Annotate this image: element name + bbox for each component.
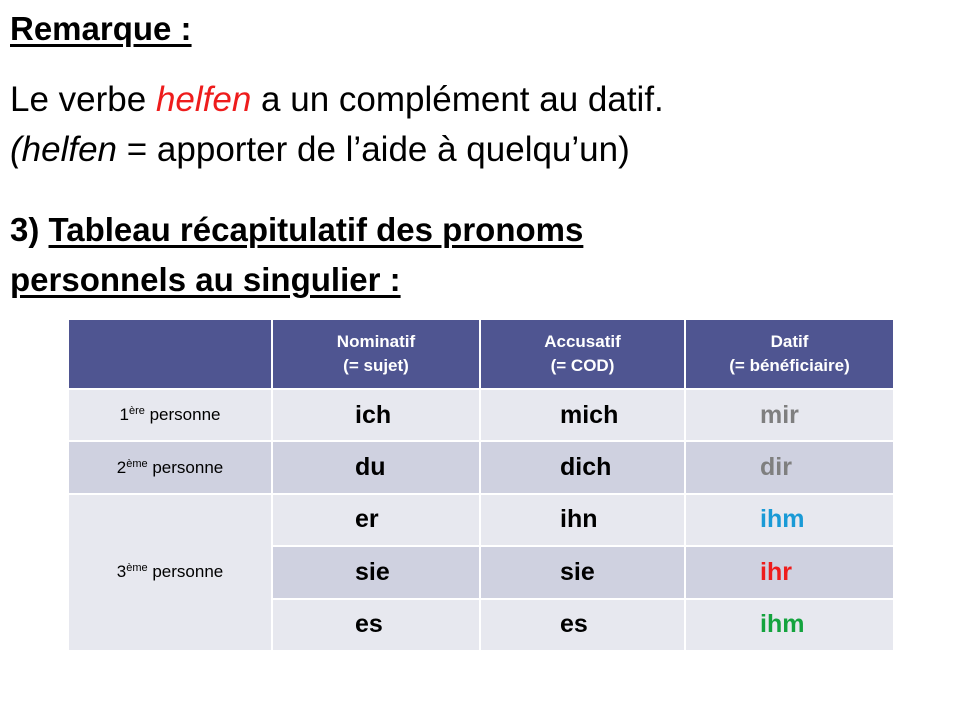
section-title-line1: Tableau récapitulatif des pronoms [48,211,584,248]
header-datif: Datif (= bénéficiaire) [685,319,894,389]
table-row [68,389,894,441]
section-title-line2: personnels au singulier : [10,261,401,298]
accusative-cell: sie [480,546,685,598]
nominative-cell: er [272,494,480,546]
dative-cell: ihm [685,494,894,546]
table-header-row [68,319,894,389]
accusative-cell: ihn [480,494,685,546]
accusative-cell: mich [480,389,685,441]
table-row [68,441,894,493]
nominative-cell: du [272,441,480,493]
accusative-cell: dich [480,441,685,493]
line2-open: ( [10,130,22,169]
person-label-3: 3ème personne [68,494,272,651]
verb-remark-line [10,80,664,120]
nominative-cell: sie [272,546,480,598]
header-empty-cell [68,319,272,389]
section-number: 3) [10,211,49,248]
dative-cell: mir [685,389,894,441]
header-nominatif: Nominatif (= sujet) [272,319,480,389]
verb-helfen-definition: helfen [21,130,118,169]
nominative-cell: ich [272,389,480,441]
verb-helfen: helfen [155,80,252,119]
line1-before: Le verbe [10,80,156,119]
accusative-cell: es [480,599,685,651]
person-label-2: 2ème personne [68,441,272,493]
dative-cell: dir [685,441,894,493]
verb-definition-line [10,130,630,170]
header-accusatif: Accusatif (= COD) [480,319,685,389]
dative-cell: ihr [685,546,894,598]
dative-cell: ihm [685,599,894,651]
table-row [68,494,894,546]
pronoun-table [67,318,895,652]
line1-after: a un complément au datif. [251,80,664,119]
person-label-1: 1ère personne [68,389,272,441]
remarque-title: Remarque : [10,10,192,47]
line2-after: = apporter de l’aide à quelqu’un) [117,130,630,169]
section-heading [10,205,950,305]
nominative-cell: es [272,599,480,651]
